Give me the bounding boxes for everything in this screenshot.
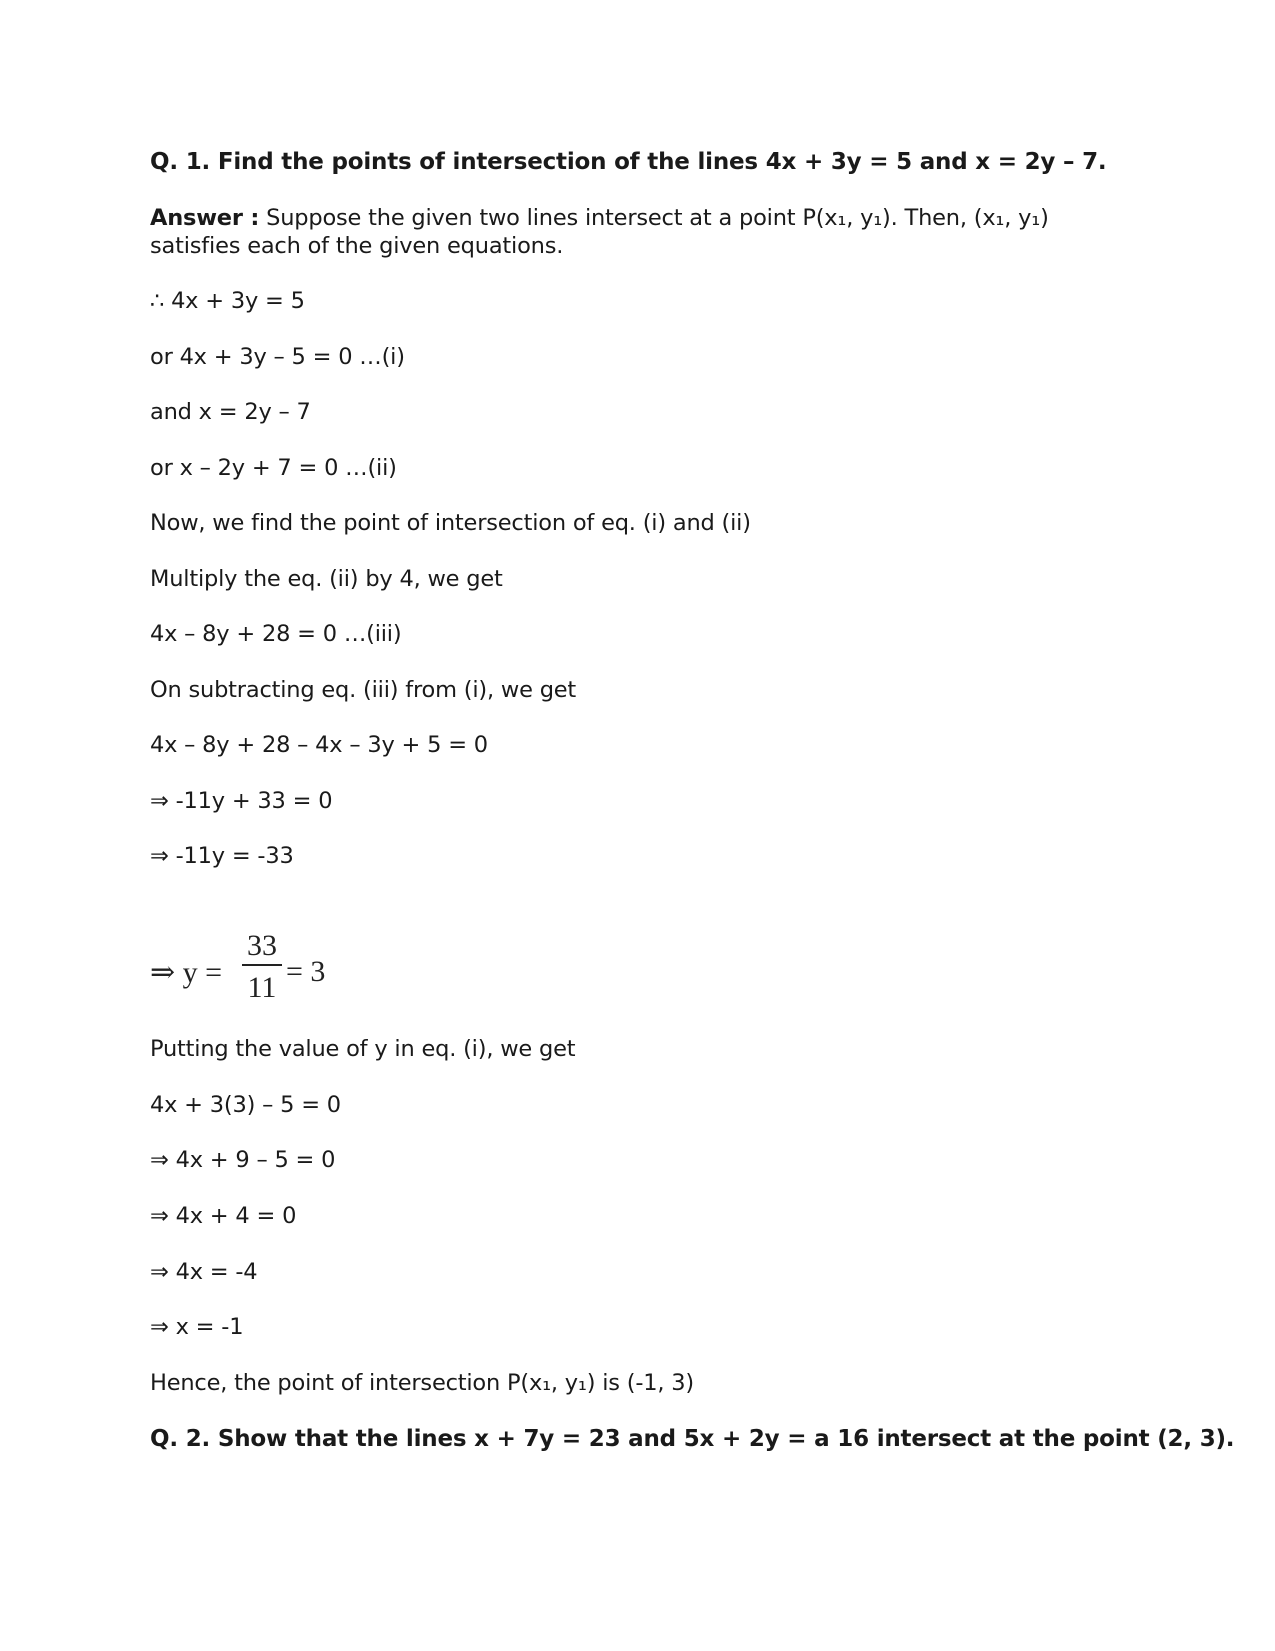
fraction-result: = 3 (286, 955, 326, 988)
conclusion-line: Hence, the point of intersection P(x₁, y₁) is (-1, 3) (150, 1370, 694, 1396)
answer-line-1 (150, 204, 1049, 232)
step-line: ∴ 4x + 3y = 5 (150, 288, 305, 314)
step-line: Putting the value of y in eq. (i), we get (150, 1036, 576, 1062)
question-2 (150, 1425, 1234, 1453)
step-line: 4x + 3(3) – 5 = 0 (150, 1092, 341, 1118)
step-line: or x – 2y + 7 = 0 …(ii) (150, 455, 397, 481)
step-line: and x = 2y – 7 (150, 399, 311, 425)
step-line: 4x – 8y + 28 – 4x – 3y + 5 = 0 (150, 732, 488, 758)
question-1 (150, 148, 1106, 176)
step-line: Now, we find the point of intersection of eq. (i) and (ii) (150, 510, 751, 536)
question-2-text: Show that the lines x + 7y = 23 and 5x + 2y = a 16 intersect at the point (2, 3). (217, 1426, 1235, 1452)
question-2-label: Q. 2. (150, 1426, 211, 1452)
step-line: ⇒ 4x + 4 = 0 (150, 1203, 297, 1229)
step-line: or 4x + 3y – 5 = 0 …(i) (150, 344, 405, 370)
answer-text-1: Suppose the given two lines intersect at a point P(x₁, y₁). Then, (x₁, y₁) (266, 205, 1049, 231)
step-line: ⇒ x = -1 (150, 1314, 244, 1340)
step-line: ⇒ 4x + 9 – 5 = 0 (150, 1147, 336, 1173)
step-line: On subtracting eq. (iii) from (i), we get (150, 677, 577, 703)
fraction-prefix: ⇒ y = (150, 956, 223, 989)
step-line: ⇒ -11y = -33 (150, 843, 294, 869)
fraction-bar (242, 964, 282, 966)
question-1-label: Q. 1. (150, 149, 211, 175)
answer-label: Answer : (150, 205, 260, 231)
question-1-text: Find the points of intersection of the lines 4x + 3y = 5 and x = 2y – 7. (217, 149, 1107, 175)
fraction-numerator: 33 (247, 929, 277, 962)
answer-line-2: satisfies each of the given equations. (150, 233, 564, 259)
fraction-denominator: 11 (247, 971, 277, 1004)
step-line: 4x – 8y + 28 = 0 …(iii) (150, 621, 402, 647)
step-line: ⇒ -11y + 33 = 0 (150, 788, 333, 814)
step-line: ⇒ 4x = -4 (150, 1259, 258, 1285)
step-line: Multiply the eq. (ii) by 4, we get (150, 566, 503, 592)
